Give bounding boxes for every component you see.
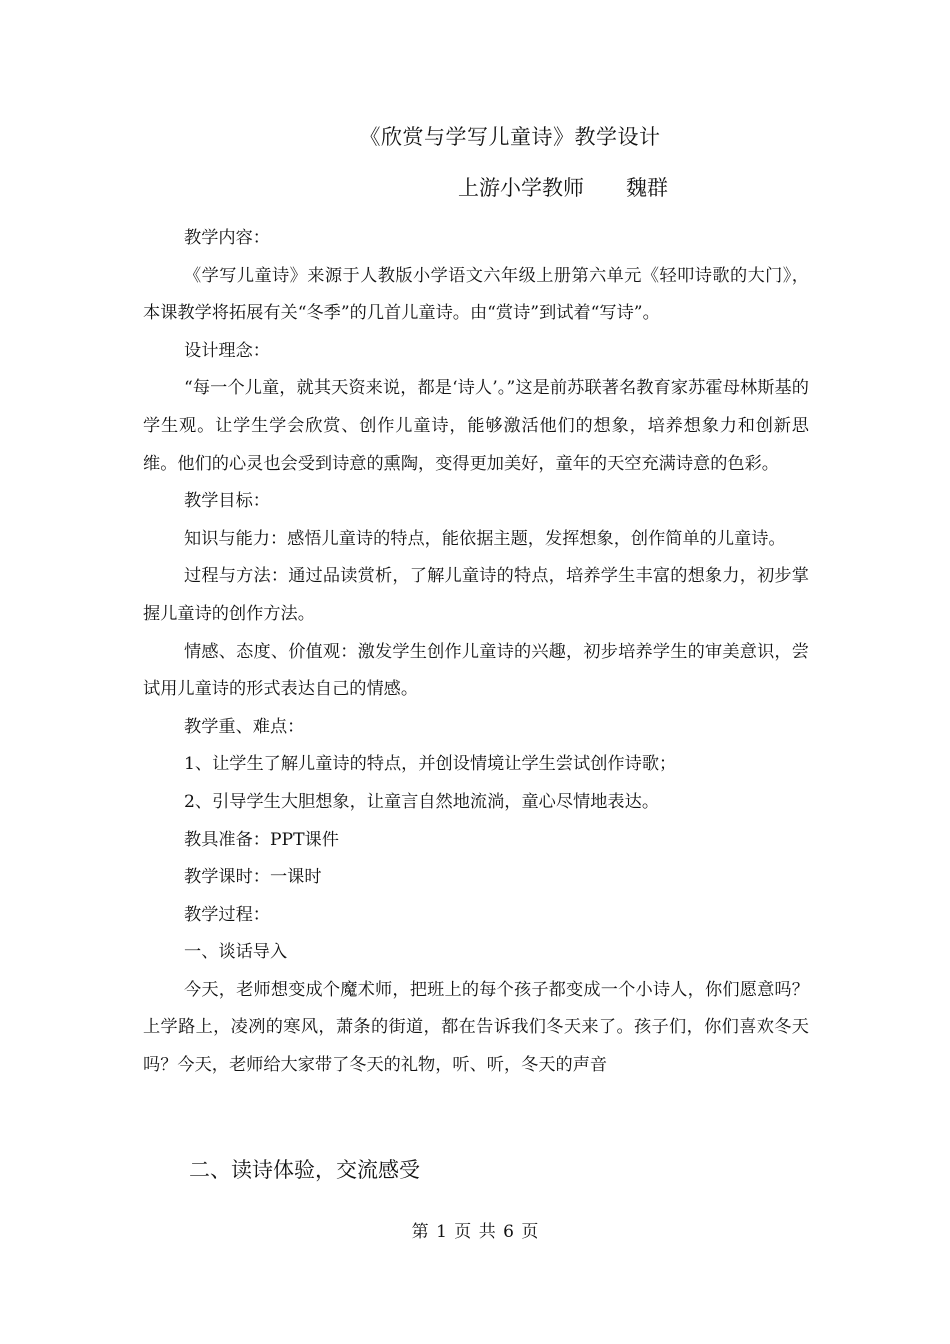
page-footer: 第 1 页 共 6 页 [411, 1222, 539, 1242]
paragraph-content-source: 《学写儿童诗》来源于人教版小学语文六年级上册第六单元《轻叩诗歌的大门》，本课教学将拓展有关“冬季”的几首儿童诗。由“赏诗”到试着“写诗”。 [143, 265, 809, 324]
paragraph-teaching-aids: 教具准备：PPT课件 [184, 829, 339, 850]
heading-section-1: 一、谈话导入 [184, 942, 288, 963]
paragraph-design-concept: “每一个儿童，就其天资来说，都是‘诗人’。”这是前苏联著名教育家苏霍母林斯基的学生观。让学生学会欣赏、创作儿童诗，能够激活他们的想象，培养想象力和创新思维。他们的心灵也会受到诗意的熏陶，变得更加美好，童年的天空充满诗意的色彩。 [143, 378, 809, 474]
paragraph-class-hours: 教学课时：一课时 [184, 867, 322, 888]
heading-teaching-process: 教学过程： [184, 904, 270, 925]
document-body [143, 220, 809, 1085]
heading-key-points: 教学重、难点： [184, 716, 305, 737]
heading-design-concept: 设计理念： [184, 340, 270, 361]
document-title: 《欣赏与学写儿童诗》教学设计 [359, 125, 661, 149]
paragraph-key-point-1: 1、让学生了解儿童诗的特点，并创设情境让学生尝试创作诗歌； [184, 754, 677, 775]
heading-teaching-content: 教学内容： [184, 228, 270, 248]
paragraph-introduction: 今天，老师想变成个魔术师，把班上的每个孩子都变成一个小诗人，你们愿意吗？上学路上，凌冽的寒风，萧条的街道，都在告诉我们冬天来了。孩子们，你们喜欢冬天吗？今天，老师给大家带了冬天的礼物，听、听，冬天的声音 [143, 979, 809, 1076]
paragraph-goal-emotion: 情感、态度、价值观：激发学生创作儿童诗的兴趣，初步培养学生的审美意识，尝试用儿童诗的形式表达自己的情感。 [143, 641, 809, 700]
heading-teaching-goals: 教学目标： [184, 491, 270, 512]
paragraph-key-point-2: 2、引导学生大胆想象，让童言自然地流淌，童心尽情地表达。 [184, 791, 660, 812]
heading-section-2: 二、读诗体验，交流感受 [189, 1158, 420, 1182]
paragraph-goal-knowledge: 知识与能力：感悟儿童诗的特点，能依据主题，发挥想象，创作简单的儿童诗。 [184, 528, 786, 549]
paragraph-goal-process: 过程与方法：通过品读赏析，了解儿童诗的特点，培养学生丰富的想象力，初步掌握儿童诗的创作方法。 [143, 566, 809, 624]
document-author: 上游小学教师 魏群 [458, 176, 668, 200]
